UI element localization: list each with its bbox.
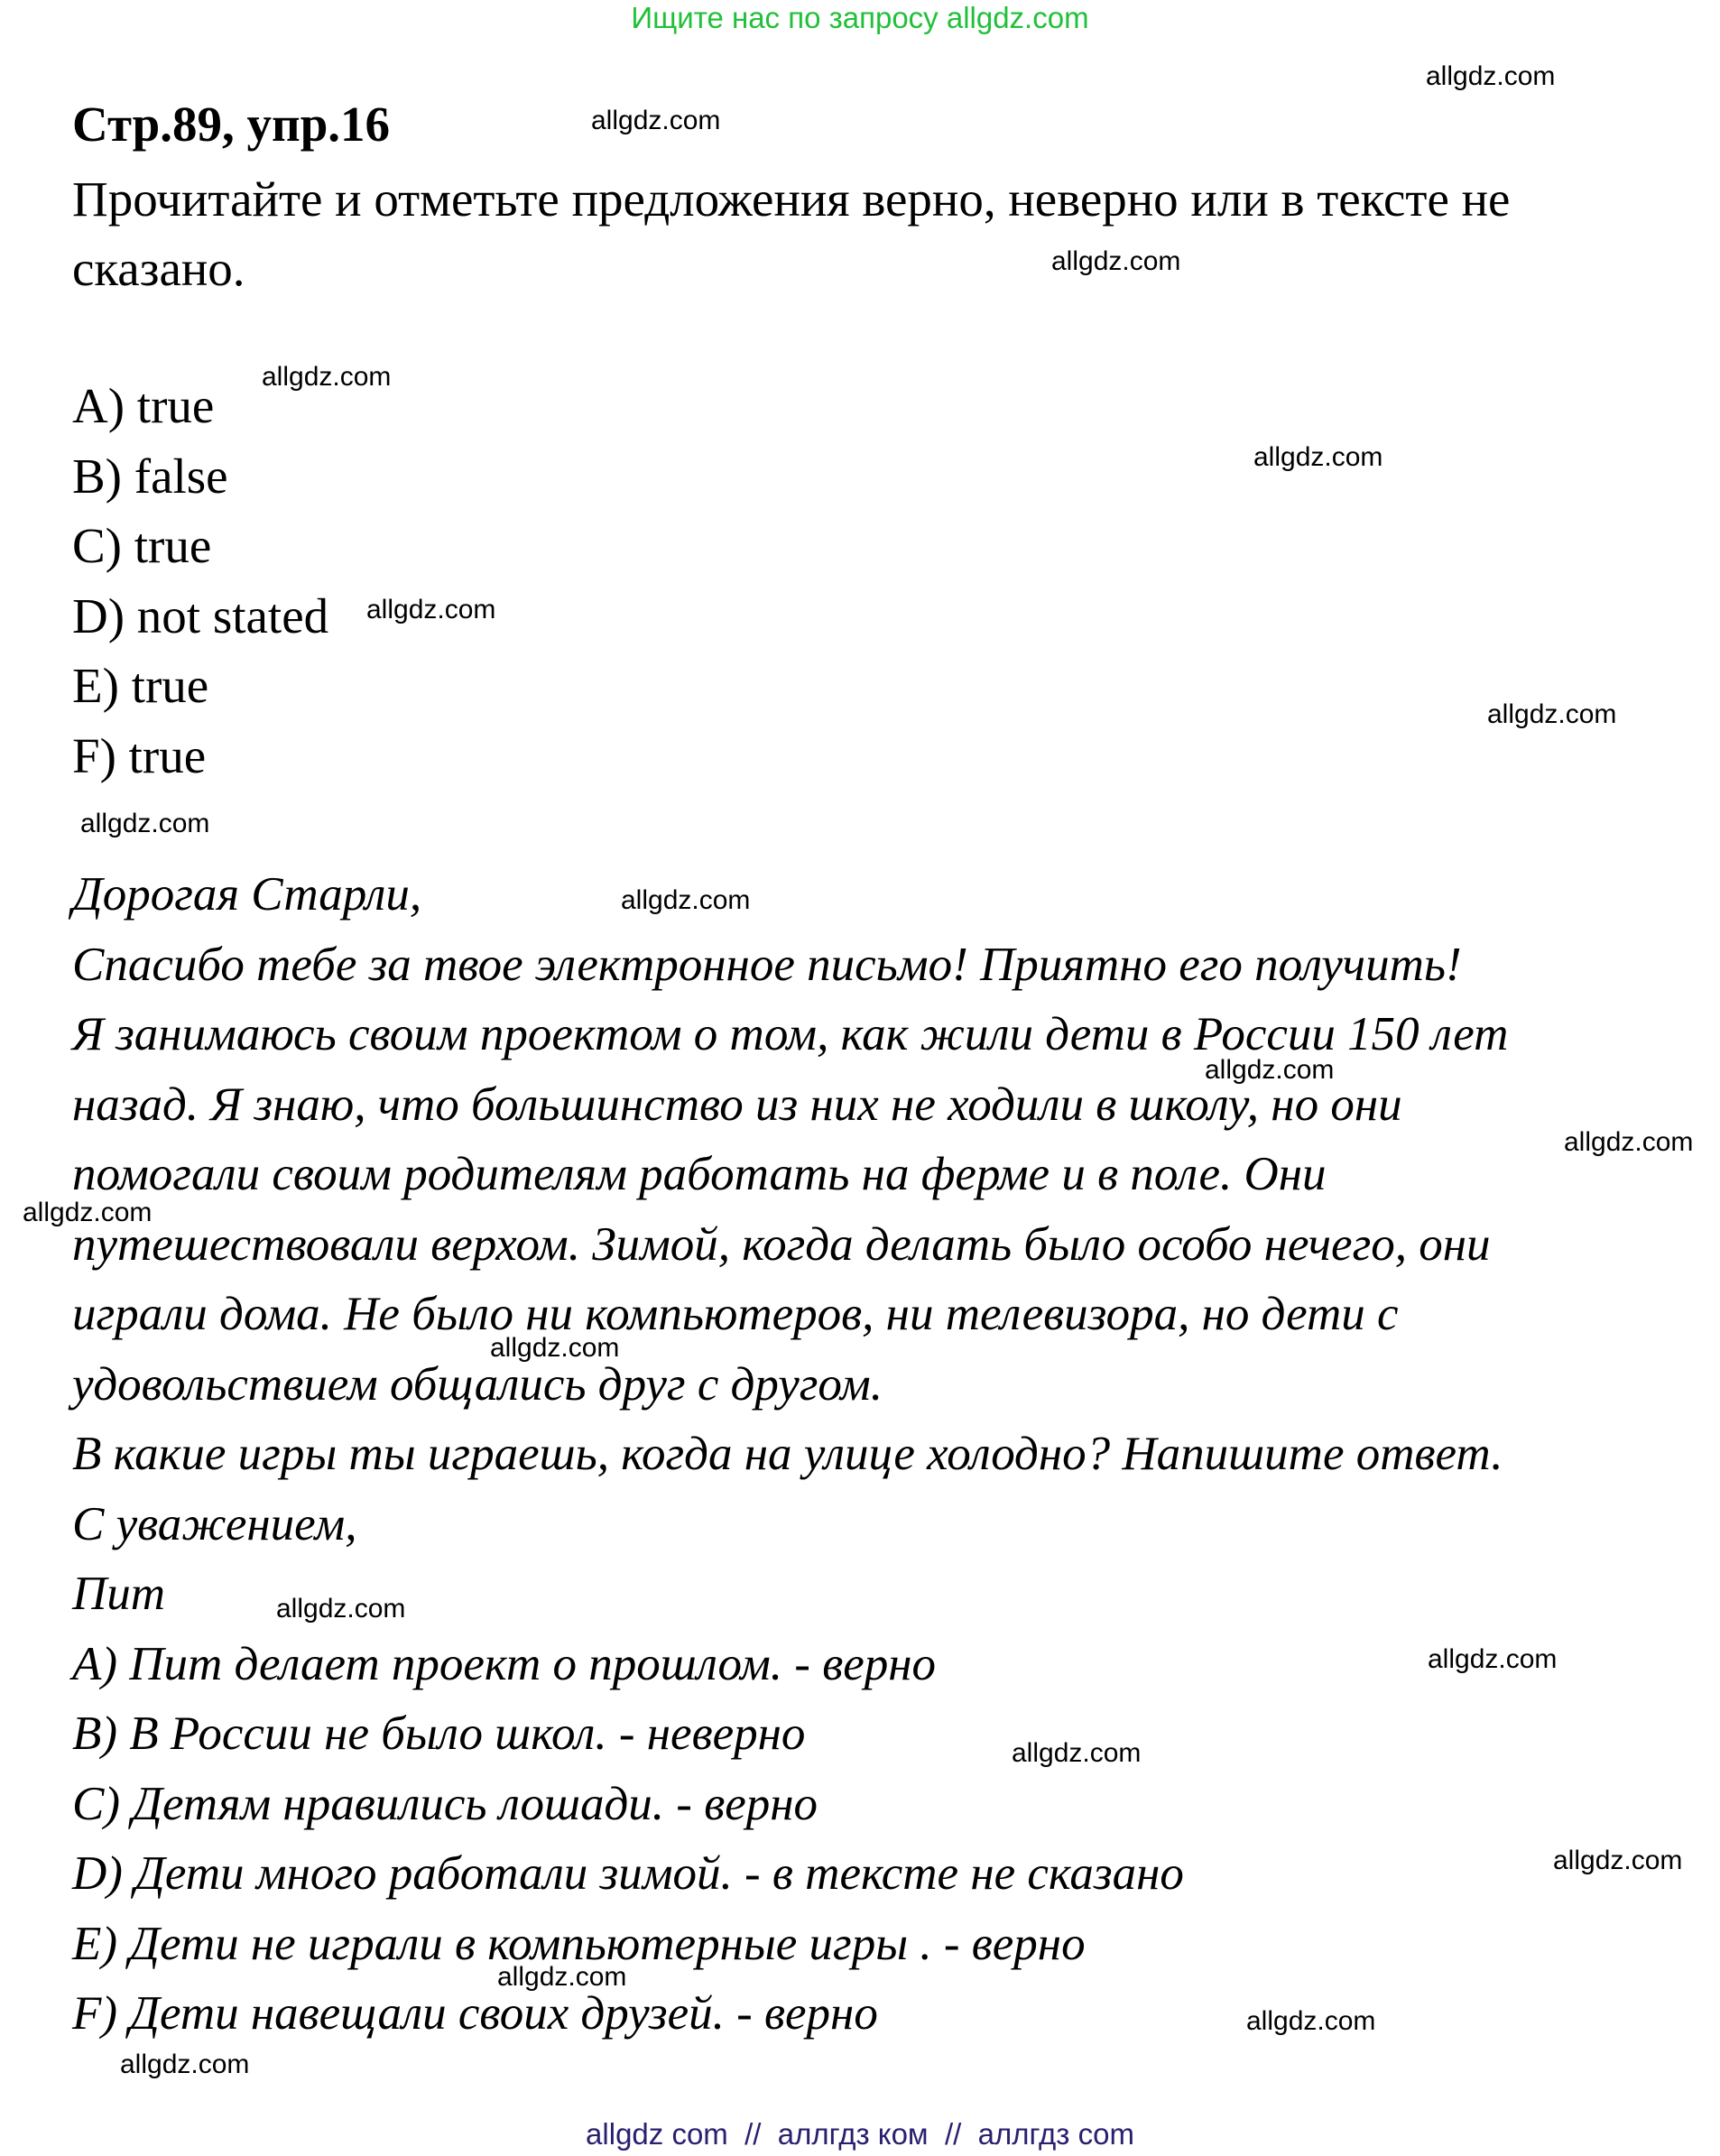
watermark-text: allgdz.com xyxy=(591,106,721,135)
watermark-text: allgdz.com xyxy=(1564,1127,1694,1157)
answer-item: C) true xyxy=(72,518,212,573)
watermark-text: allgdz.com xyxy=(1051,246,1181,276)
statement-item: B) В России не было школ. - неверно xyxy=(72,1707,806,1760)
answer-item: E) true xyxy=(72,658,209,713)
answer-item: B) false xyxy=(72,448,228,504)
watermark-text: allgdz.com xyxy=(1487,699,1617,729)
letter-line: С уважением, xyxy=(72,1497,357,1550)
letter-line: назад. Я знаю, что большинство из них не ходили в школу, но они xyxy=(72,1078,1402,1131)
watermark-text: allgdz.com xyxy=(366,595,496,625)
watermark-text: allgdz.com xyxy=(621,885,751,915)
watermark-text: allgdz.com xyxy=(80,809,210,838)
letter-line: Пит xyxy=(72,1568,166,1620)
watermark-text: allgdz.com xyxy=(1205,1055,1335,1085)
top-promo-text: Ищите нас по запросу allgdz.com xyxy=(631,1,1089,34)
letter-line: играли дома. Не было ни компьютеров, ни телевизора, но дети с xyxy=(72,1288,1399,1340)
watermark-text: allgdz.com xyxy=(276,1594,406,1624)
watermark-text: allgdz.com xyxy=(490,1333,620,1363)
watermark-text: allgdz.com xyxy=(120,2050,250,2079)
letter-text xyxy=(72,860,1720,2050)
letter-line: удовольствием общались друг с другом. xyxy=(72,1357,883,1411)
watermark-text: allgdz.com xyxy=(1428,1644,1558,1674)
watermark-text: allgdz.com xyxy=(1246,2006,1376,2036)
watermark-text: allgdz.com xyxy=(23,1198,153,1227)
watermark-text: allgdz.com xyxy=(497,1962,627,1992)
statement-item: E) Дети не играли в компьютерные игры . - верно xyxy=(72,1917,1086,1970)
answer-item: F) true xyxy=(72,727,207,783)
page-title: Стр.89, упр.16 xyxy=(72,97,391,152)
watermark-text: allgdz.com xyxy=(1426,61,1556,91)
watermark-text: allgdz.com xyxy=(1253,442,1383,472)
answers-list xyxy=(72,371,328,791)
watermark-text: allgdz.com xyxy=(262,362,392,392)
letter-line: Я занимаюсь своим проектом о том, как жили дети в России 150 лет xyxy=(72,1008,1509,1060)
statement-item: A) Пит делает проект о прошлом. - верно xyxy=(72,1637,937,1690)
letter-line: Спасибо тебе за твое электронное письмо! Приятно его получить! xyxy=(72,938,1462,991)
answer-item: D) not stated xyxy=(72,588,329,643)
statement-item: F) Дети навещали своих друзей. - верно xyxy=(72,1987,878,2040)
answer-item: A) true xyxy=(72,378,215,433)
watermark-text: allgdz.com xyxy=(1553,1846,1683,1875)
footer-text: allgdz com // аллгдз ком // аллгдз com xyxy=(586,2117,1134,2151)
statement-item: C) Детям нравились лошади. - верно xyxy=(72,1777,818,1830)
letter-line: Дорогая Старли, xyxy=(72,868,422,921)
letter-line: помогали своим родителям работать на ферме и в поле. Они xyxy=(72,1148,1327,1200)
task-instruction: Прочитайте и отметьте предложения верно, неверно или в тексте не сказано. xyxy=(72,171,1511,296)
statement-item: D) Дети много работали зимой. - в тексте не сказано xyxy=(72,1847,1184,1900)
watermark-text: allgdz.com xyxy=(1012,1738,1142,1768)
letter-line: путешествовали верхом. Зимой, когда делать было особо нечего, они xyxy=(72,1217,1491,1271)
letter-line: В какие игры ты играешь, когда на улице холодно? Напишите ответ. xyxy=(72,1428,1503,1480)
